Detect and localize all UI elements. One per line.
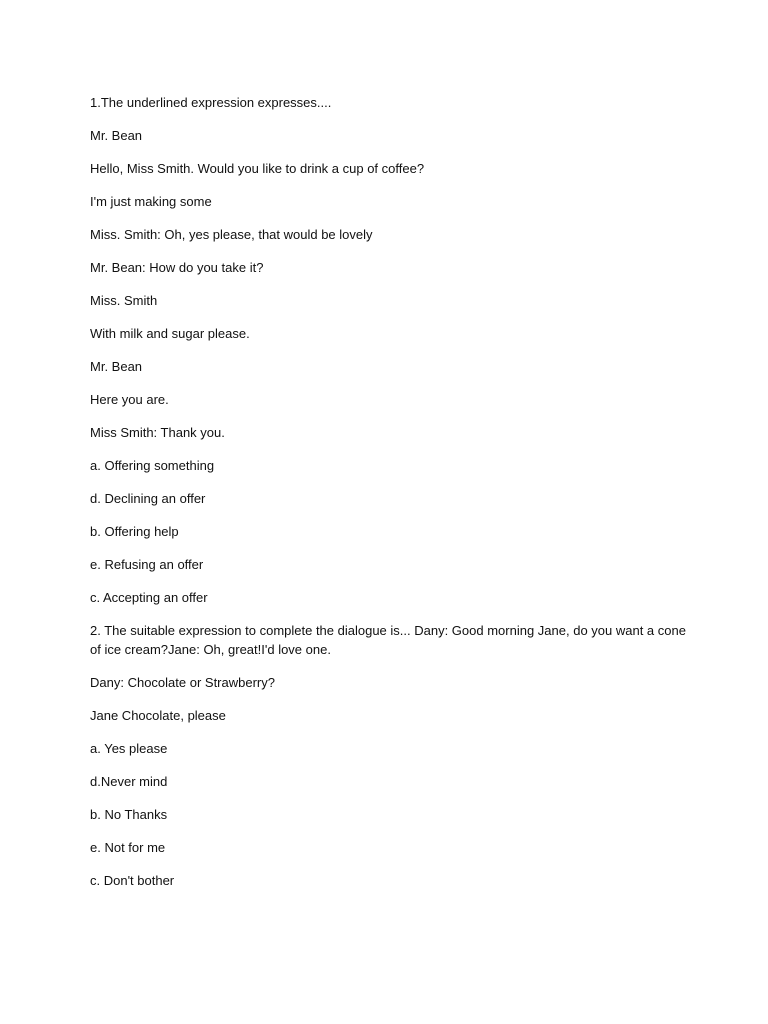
question-1-text: 1.The underlined expression expresses.... — [90, 95, 332, 110]
answer-option: c. Accepting an offer — [90, 590, 208, 605]
question-2-text: 2. The suitable expression to complete the dialogue is... Dany: Good morning Jane, do you want a cone of ice cream?Jane: Oh, great!I'd love one. — [90, 623, 690, 657]
dialogue-line: Miss. Smith — [90, 293, 158, 308]
dialogue-line: Miss Smith: Thank you. — [90, 425, 225, 440]
answer-option: b. No Thanks — [90, 807, 168, 822]
answer-option: a. Yes please — [90, 741, 168, 756]
dialogue-line: Miss. Smith: Oh, yes please, that would be lovely — [90, 227, 373, 242]
answer-option: b. Offering help — [90, 524, 179, 539]
answer-option: e. Refusing an offer — [90, 557, 204, 572]
dialogue-line: Mr. Bean — [90, 359, 143, 374]
answer-option: d. Declining an offer — [90, 491, 206, 506]
dialogue-line: Hello, Miss Smith. Would you like to drink a cup of coffee? — [90, 161, 425, 176]
dialogue-line: Jane Chocolate, please — [90, 708, 226, 723]
dialogue-line: I'm just making some — [90, 194, 212, 209]
answer-option: c. Don't bother — [90, 873, 175, 888]
dialogue-line: Mr. Bean — [90, 128, 143, 143]
dialogue-line: With milk and sugar please. — [90, 326, 250, 341]
answer-option: a. Offering something — [90, 458, 215, 473]
answer-option: e. Not for me — [90, 840, 166, 855]
dialogue-line: Dany: Chocolate or Strawberry? — [90, 675, 275, 690]
dialogue-line: Mr. Bean: How do you take it? — [90, 260, 264, 275]
document-page — [90, 93, 690, 904]
answer-option: d.Never mind — [90, 774, 168, 789]
dialogue-line: Here you are. — [90, 392, 169, 407]
